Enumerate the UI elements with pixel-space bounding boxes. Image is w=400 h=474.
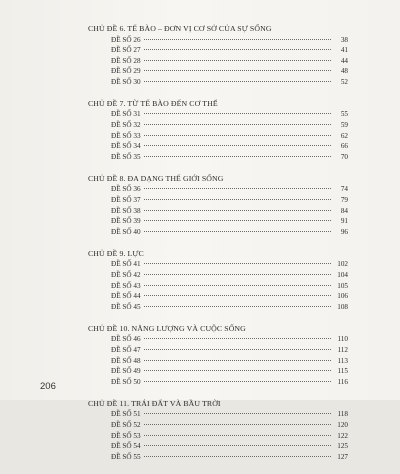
entry-label: ĐỀ SỐ 46 bbox=[111, 335, 141, 344]
toc-entry bbox=[88, 131, 348, 142]
entry-page-number: 110 bbox=[337, 335, 348, 344]
toc-entry bbox=[88, 281, 348, 292]
entry-label: ĐỀ SỐ 37 bbox=[111, 196, 141, 205]
toc-entry bbox=[88, 141, 348, 152]
toc-entry bbox=[88, 77, 348, 88]
toc-entry bbox=[88, 152, 348, 163]
entry-label: ĐỀ SỐ 55 bbox=[111, 452, 141, 461]
dot-leader bbox=[144, 306, 331, 307]
entry-page-number: 44 bbox=[340, 56, 348, 65]
toc-section bbox=[88, 24, 348, 87]
toc-entry bbox=[88, 45, 348, 56]
entry-label: ĐỀ SỐ 54 bbox=[111, 442, 141, 451]
entry-label: ĐỀ SỐ 34 bbox=[111, 142, 141, 151]
entry-label: ĐỀ SỐ 52 bbox=[111, 420, 141, 429]
entry-label: ĐỀ SỐ 42 bbox=[111, 271, 141, 279]
dot-leader bbox=[144, 60, 331, 61]
dot-leader bbox=[144, 81, 331, 82]
dot-leader bbox=[144, 188, 331, 189]
entry-label: ĐỀ SỐ 44 bbox=[111, 292, 141, 301]
toc-section bbox=[88, 324, 348, 387]
toc-section bbox=[88, 99, 348, 162]
toc-entry bbox=[88, 66, 348, 77]
toc-section bbox=[88, 174, 348, 237]
dot-leader bbox=[144, 274, 331, 275]
toc-entry bbox=[88, 56, 348, 67]
entry-page-number: 66 bbox=[340, 142, 348, 151]
dot-leader bbox=[144, 349, 331, 350]
entry-label: ĐỀ SỐ 53 bbox=[111, 431, 141, 440]
entry-page-number: 108 bbox=[337, 302, 348, 311]
toc-entry bbox=[88, 259, 348, 270]
dot-leader bbox=[144, 424, 331, 425]
toc-entry bbox=[88, 216, 348, 227]
toc-entry bbox=[88, 184, 348, 195]
entry-label: ĐỀ SỐ 39 bbox=[111, 217, 141, 226]
entry-page-number: 122 bbox=[337, 431, 348, 440]
toc-entry bbox=[88, 270, 348, 281]
dot-leader bbox=[144, 456, 331, 457]
entry-label: ĐỀ SỐ 48 bbox=[111, 356, 141, 365]
entry-label: ĐỀ SỐ 27 bbox=[111, 46, 141, 55]
dot-leader bbox=[144, 145, 331, 146]
dot-leader bbox=[144, 360, 331, 361]
dot-leader bbox=[144, 199, 331, 200]
entry-page-number: 48 bbox=[340, 67, 348, 76]
dot-leader bbox=[144, 381, 331, 382]
entry-label: ĐỀ SỐ 51 bbox=[111, 410, 141, 419]
entry-label: ĐỀ SỐ 40 bbox=[111, 227, 141, 236]
dot-leader bbox=[144, 231, 331, 232]
entry-page-number: 96 bbox=[340, 227, 348, 236]
entry-label: ĐỀ SỐ 50 bbox=[111, 377, 141, 386]
entry-page-number: 118 bbox=[337, 410, 348, 419]
dot-leader bbox=[144, 49, 331, 50]
entry-page-number: 105 bbox=[337, 281, 348, 290]
toc-entry bbox=[88, 195, 348, 206]
table-of-contents bbox=[88, 24, 348, 474]
chapter-heading: CHỦ ĐỀ 8. ĐA DẠNG THẾ GIỚI SỐNG bbox=[88, 173, 224, 183]
toc-entry bbox=[88, 291, 348, 302]
entry-page-number: 104 bbox=[337, 271, 348, 279]
entry-label: ĐỀ SỐ 26 bbox=[111, 35, 141, 44]
entry-page-number: 59 bbox=[340, 121, 348, 130]
toc-entry bbox=[88, 356, 348, 367]
dot-leader bbox=[144, 39, 331, 40]
toc-entry bbox=[88, 302, 348, 313]
entry-label: ĐỀ SỐ 35 bbox=[111, 152, 141, 161]
dot-leader bbox=[144, 263, 331, 264]
entry-page-number: 84 bbox=[340, 206, 348, 215]
entry-label: ĐỀ SỐ 30 bbox=[111, 77, 141, 86]
toc-entry bbox=[88, 409, 348, 420]
toc-entry bbox=[88, 120, 348, 131]
entry-label: ĐỀ SỐ 32 bbox=[111, 121, 141, 130]
entry-label: ĐỀ SỐ 45 bbox=[111, 302, 141, 311]
dot-leader bbox=[144, 338, 331, 339]
dot-leader bbox=[144, 285, 331, 286]
chapter-heading: CHỦ ĐỀ 9. LỰC bbox=[88, 248, 144, 258]
entry-label: ĐỀ SỐ 31 bbox=[111, 110, 141, 119]
dot-leader bbox=[144, 210, 331, 211]
entry-label: ĐỀ SỐ 43 bbox=[111, 281, 141, 290]
toc-entry bbox=[88, 227, 348, 238]
toc-section bbox=[88, 399, 348, 462]
entry-page-number: 125 bbox=[337, 442, 348, 451]
entry-page-number: 120 bbox=[337, 420, 348, 429]
toc-entry bbox=[88, 431, 348, 442]
dot-leader bbox=[144, 70, 331, 71]
dot-leader bbox=[144, 113, 331, 114]
chapter-heading: CHỦ ĐỀ 11. TRÁI ĐẤT VÀ BẦU TRỜI bbox=[88, 398, 221, 408]
entry-label: ĐỀ SỐ 28 bbox=[111, 56, 141, 65]
dot-leader bbox=[144, 156, 331, 157]
entry-label: ĐỀ SỐ 49 bbox=[111, 367, 141, 376]
dot-leader bbox=[144, 295, 331, 296]
dot-leader bbox=[144, 445, 331, 446]
entry-label: ĐỀ SỐ 33 bbox=[111, 131, 141, 140]
chapter-heading: CHỦ ĐỀ 7. TỪ TẾ BÀO ĐẾN CƠ THỂ bbox=[88, 98, 218, 108]
chapter-heading: CHỦ ĐỀ 10. NĂNG LƯỢNG VÀ CUỘC SỐNG bbox=[88, 323, 246, 333]
toc-entry bbox=[88, 366, 348, 377]
entry-page-number: 91 bbox=[340, 217, 348, 226]
dot-leader bbox=[144, 435, 331, 436]
entry-page-number: 55 bbox=[340, 110, 348, 119]
entry-page-number: 38 bbox=[340, 35, 348, 44]
entry-page-number: 52 bbox=[340, 77, 348, 86]
entry-label: ĐỀ SỐ 47 bbox=[111, 345, 141, 354]
entry-page-number: 70 bbox=[340, 152, 348, 161]
dot-leader bbox=[144, 124, 331, 125]
toc-entry bbox=[88, 452, 348, 463]
entry-page-number: 116 bbox=[337, 377, 348, 386]
dot-leader bbox=[144, 220, 331, 221]
toc-section bbox=[88, 249, 348, 312]
entry-page-number: 102 bbox=[337, 260, 348, 269]
entry-page-number: 127 bbox=[337, 452, 348, 461]
entry-page-number: 113 bbox=[337, 356, 348, 365]
entry-label: ĐỀ SỐ 36 bbox=[111, 185, 141, 194]
toc-entry bbox=[88, 206, 348, 217]
entry-label: ĐỀ SỐ 41 bbox=[111, 260, 141, 269]
chapter-heading: CHỦ ĐỀ 6. TẾ BÀO – ĐƠN VỊ CƠ SỞ CỦA SỰ SỐNG bbox=[88, 24, 272, 33]
toc-entry bbox=[88, 377, 348, 388]
entry-page-number: 74 bbox=[340, 185, 348, 194]
dot-leader bbox=[144, 370, 331, 371]
entry-page-number: 112 bbox=[337, 345, 348, 354]
entry-page-number: 106 bbox=[337, 292, 348, 301]
dot-leader bbox=[144, 135, 331, 136]
entry-page-number: 41 bbox=[340, 46, 348, 55]
toc-entry bbox=[88, 334, 348, 345]
toc-entry bbox=[88, 420, 348, 431]
entry-page-number: 115 bbox=[337, 367, 348, 376]
entry-label: ĐỀ SỐ 38 bbox=[111, 206, 141, 215]
entry-page-number: 62 bbox=[340, 131, 348, 140]
page-number: 206 bbox=[40, 381, 56, 392]
entry-page-number: 79 bbox=[340, 196, 348, 205]
entry-label: ĐỀ SỐ 29 bbox=[111, 67, 141, 76]
toc-entry bbox=[88, 109, 348, 120]
dot-leader bbox=[144, 413, 331, 414]
toc-entry bbox=[88, 35, 348, 46]
toc-entry bbox=[88, 345, 348, 356]
toc-entry bbox=[88, 441, 348, 452]
